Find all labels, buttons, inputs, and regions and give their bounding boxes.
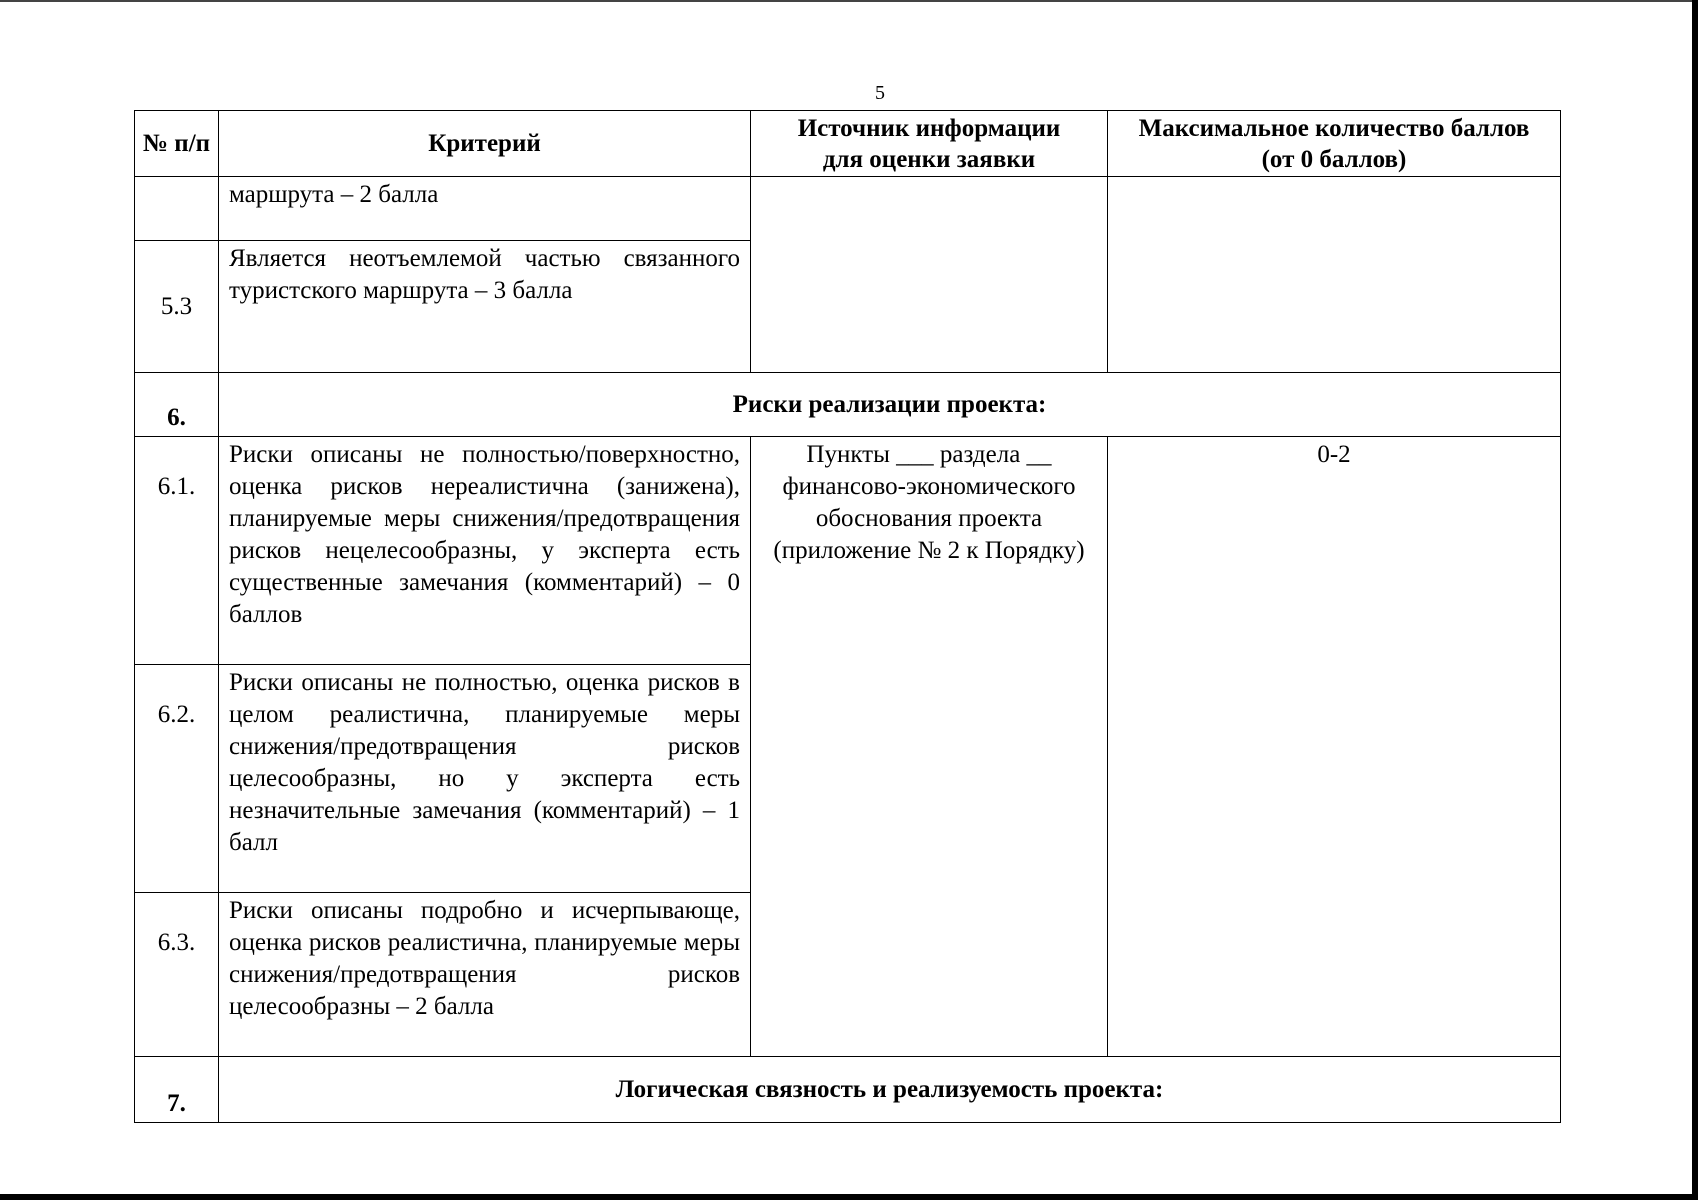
section-title-7: Логическая связность и реализуемость проекта: <box>219 1057 1561 1123</box>
section-title-6: Риски реализации проекта: <box>219 373 1561 437</box>
score-section-6: 0-2 <box>1108 437 1561 1057</box>
criterion-6-3: Риски описаны подробно и исчерпывающе, оценка рисков реалистична, планируемые меры снижения/предотвращения рисков целесообразны – 2 балла <box>219 893 751 1057</box>
row-num-5-3: 5.3 <box>135 241 219 373</box>
table-header-row <box>135 111 1561 177</box>
criterion-6-1: Риски описаны не полностью/поверхностно, оценка рисков нереалистична (занижена), планируемые меры снижения/предотвращения рисков нецелесообразны, у эксперта есть существенные замечания (комментарий) – 0 баллов <box>219 437 751 665</box>
scan-edge-top <box>0 0 1698 2</box>
section-row-7 <box>135 1057 1561 1123</box>
row-num-6-2: 6.2. <box>135 665 219 893</box>
header-num: № п/п <box>135 111 219 177</box>
criterion-5-3: Является неотъемлемой частью связанного туристского маршрута – 3 балла <box>219 241 751 373</box>
scan-edge-right <box>1692 0 1698 1200</box>
table-row <box>135 177 1561 241</box>
criterion-continuation: маршрута – 2 балла <box>219 177 751 241</box>
section-num-7: 7. <box>135 1057 219 1123</box>
header-criterion: Критерий <box>219 111 751 177</box>
score-empty <box>1108 177 1561 373</box>
header-max-score: Максимальное количество баллов (от 0 баллов) <box>1108 111 1561 177</box>
row-num-6-3: 6.3. <box>135 893 219 1057</box>
header-source: Источник информации для оценки заявки <box>751 111 1108 177</box>
row-num-6-1: 6.1. <box>135 437 219 665</box>
criteria-table <box>134 110 1561 1123</box>
page-number: 5 <box>875 82 885 104</box>
section-row-6 <box>135 373 1561 437</box>
criterion-6-2: Риски описаны не полностью, оценка рисков в целом реалистична, планируемые меры снижения/предотвращения рисков целесообразны, но у эксперта есть незначительные замечания (комментарий) – 1 балл <box>219 665 751 893</box>
section-num-6: 6. <box>135 373 219 437</box>
scan-edge-bottom <box>0 1194 1698 1200</box>
table-row <box>135 437 1561 665</box>
row-num-empty <box>135 177 219 241</box>
source-empty <box>751 177 1108 373</box>
source-section-6: Пункты ___ раздела __ финансово-экономического обоснования проекта (приложение № 2 к Порядку) <box>751 437 1108 1057</box>
